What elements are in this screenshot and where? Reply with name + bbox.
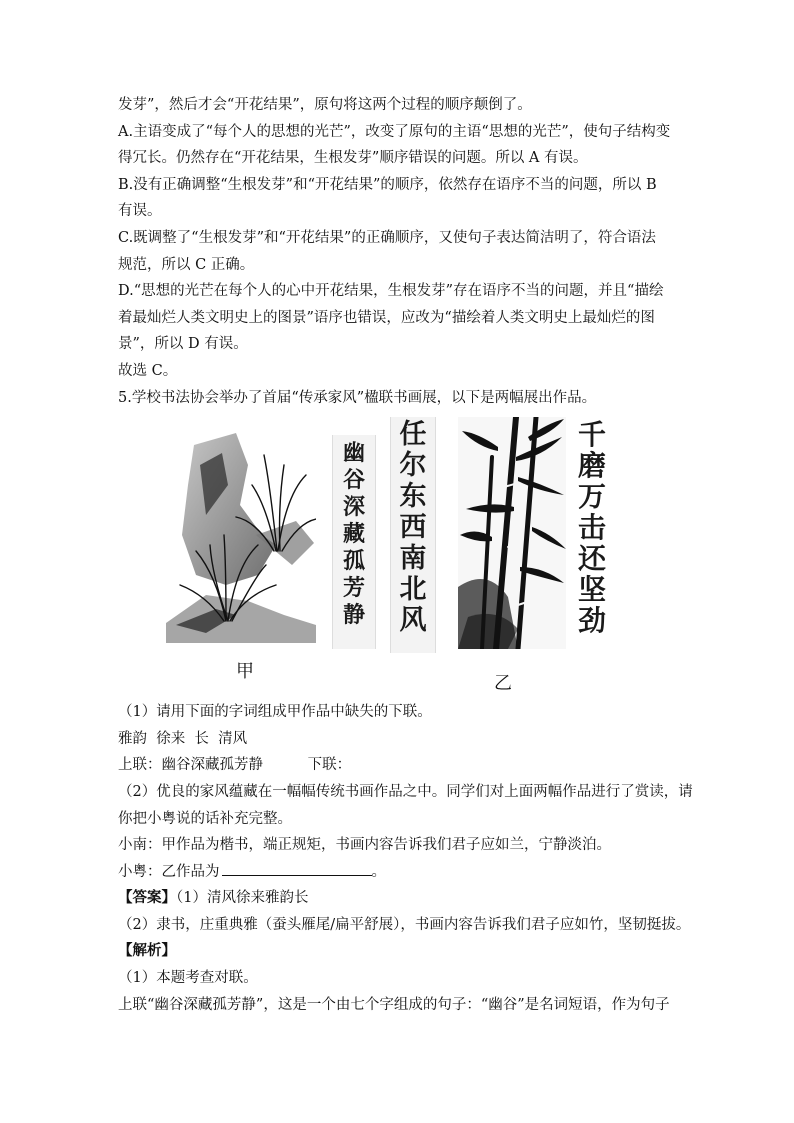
question-5-stem: 5.学校书法协会举办了首届“传承家风”楹联书画展，以下是两幅展出作品。	[118, 389, 597, 406]
xiaoyue-end: 。	[371, 863, 386, 880]
choice-line: 故选 C。	[118, 362, 178, 379]
scroll-char: 东	[399, 481, 427, 513]
question-2: 你把小粤说的话补充完整。	[118, 810, 292, 827]
scroll-char: 北	[399, 574, 427, 606]
scroll-char: 藏	[342, 522, 365, 548]
option-a-line: A.主语变成了“每个人的思想的光芒”，改变了原句的主语“思想的光芒”，使句子结构变	[118, 123, 671, 140]
scroll-char: 千	[577, 418, 606, 452]
question-2: （2）优良的家风蕴藏在一幅幅传统书画作品之中。同学们对上面两幅作品进行了赏读，请	[118, 783, 693, 800]
scroll-char: 劲	[577, 604, 606, 638]
yi-scroll-right	[566, 418, 618, 649]
caption-yi: 乙	[494, 673, 512, 695]
orchid-ink-painting	[166, 425, 316, 643]
scroll-char: 孤	[342, 549, 365, 575]
xiaoyue-line	[118, 859, 678, 886]
answer-1: （1）清风徐来雅韵长	[176, 890, 309, 907]
scroll-char: 磨	[577, 449, 606, 483]
scroll-char: 谷	[342, 468, 365, 494]
scroll-char: 风	[399, 605, 427, 637]
scroll-char: 坚	[577, 573, 606, 607]
jia-scroll	[332, 435, 376, 649]
option-b-line: B.没有正确调整“生根发芽”和“开花结果”的顺序，依然存在语序不当的问题，所以 B	[118, 176, 657, 193]
text-line: 得冗长。仍然存在“开花结果，生根发芽”顺序错误的问题。所以 A 有误。	[118, 150, 588, 167]
xiaonan-line: 小南：甲作品为楷书，端正规矩，书画内容告诉我们君子应如兰，宁静淡泊。	[118, 837, 611, 854]
analysis-tag: 【解析】	[118, 942, 176, 960]
answer-tag: 【答案】	[118, 889, 176, 907]
answer-line	[118, 885, 678, 912]
couplet-line	[118, 752, 678, 779]
text-line: 发芽”，然后才会“开花结果”，原句将这两个过程的顺序颠倒了。	[118, 97, 532, 113]
scroll-char: 幽	[342, 441, 365, 467]
lower-couplet-label: 下联：	[307, 757, 352, 774]
scroll-char: 芳	[342, 576, 365, 602]
scroll-char: 尔	[399, 450, 427, 482]
option-c-line: C.既调整了“生根发芽”和“开花结果”的正确顺序，又使句子表达简洁明了，符合语法	[118, 229, 656, 246]
analysis-line: 上联“幽谷深藏孤芳静”，这是一个由七个字组成的句子：“幽谷”是名词短语，作为句子	[118, 996, 670, 1013]
text-line: 着最灿烂人类文明史上的图景”语序也错误，应改为“描绘着人类文明史上最灿烂的图	[118, 309, 655, 326]
analysis-line: （1）本题考查对联。	[118, 970, 258, 987]
answer-blank	[222, 861, 372, 876]
upper-couplet: 上联：幽谷深藏孤芳静	[118, 757, 263, 774]
bamboo-ink-painting	[458, 417, 566, 649]
scroll-char: 击	[577, 511, 606, 545]
scroll-char: 静	[342, 603, 365, 629]
answer-2: （2）隶书，庄重典雅（蚕头雁尾/扁平舒展），书画内容告诉我们君子应如竹，坚韧挺拔。	[118, 916, 691, 933]
question-1: （1）请用下面的字词组成甲作品中缺失的下联。	[118, 704, 432, 721]
scroll-char: 还	[577, 542, 606, 576]
text-line: 有误。	[118, 203, 162, 220]
document-page	[118, 92, 693, 1018]
text-line: 景”，所以 D 有误。	[118, 336, 248, 353]
caption-jia: 甲	[236, 661, 254, 683]
text-line: 规范，所以 C 正确。	[118, 256, 255, 273]
calligraphy-figure	[118, 417, 678, 697]
scroll-char: 深	[342, 495, 365, 521]
xiaoyue-label: 小粤：乙作品为	[118, 863, 220, 880]
scroll-char: 南	[399, 543, 427, 575]
scroll-char: 任	[399, 419, 427, 451]
scroll-char: 西	[399, 512, 427, 544]
scroll-char: 万	[577, 480, 606, 514]
option-d-line: D.“思想的光芒在每个人的心中开花结果，生根发芽”存在语序不当的问题，并且“描绘	[118, 283, 664, 300]
word-bank: 雅韵 徐来 长 清风	[118, 730, 248, 747]
yi-scroll-left	[390, 417, 436, 653]
